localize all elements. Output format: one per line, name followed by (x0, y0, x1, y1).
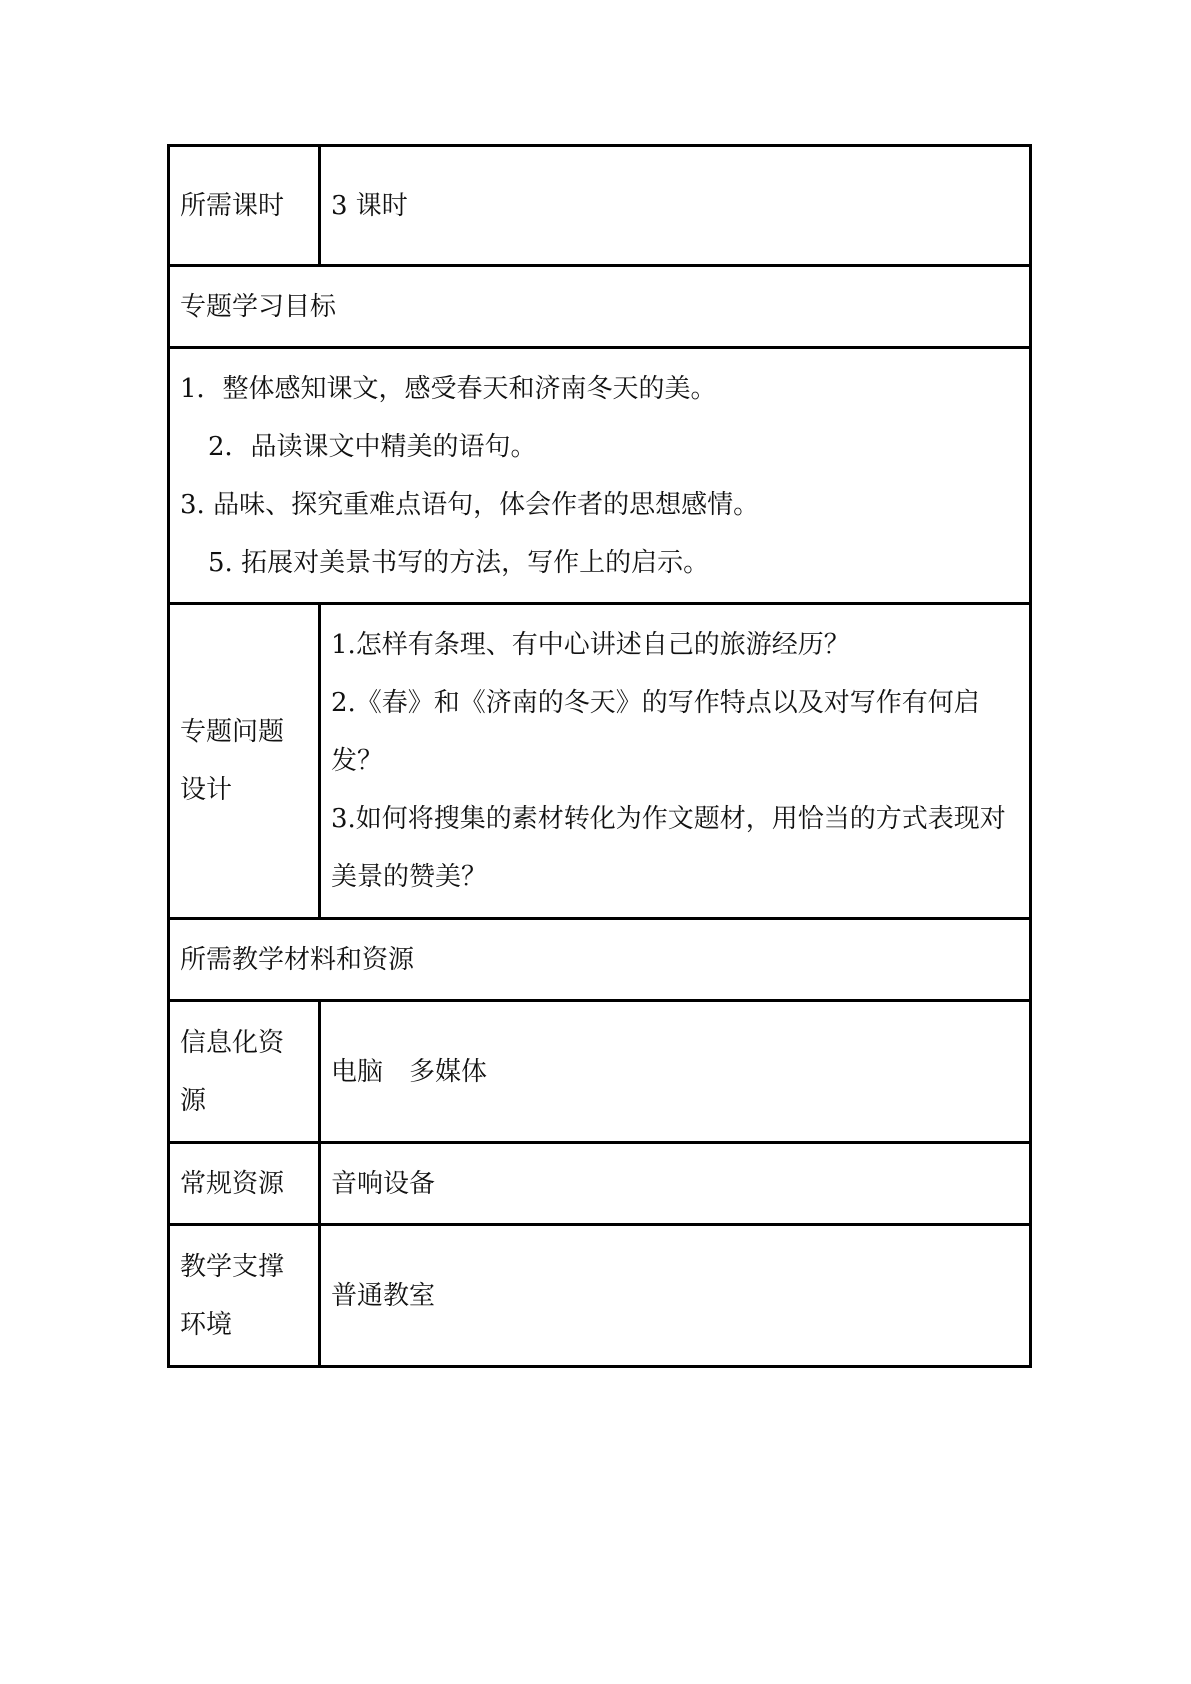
table-row (169, 1143, 1031, 1225)
it-resources-value: 电脑 多媒体 (320, 1001, 1031, 1143)
question-item: 3.如何将搜集的素材转化为作文题材，用恰当的方式表现对美景的赞美？ (331, 804, 1006, 892)
table-row (169, 1225, 1031, 1367)
lesson-plan-table (167, 144, 1032, 1368)
environment-label: 教学支撑环境 (169, 1225, 320, 1367)
objective-item: 1．整体感知课文，感受春天和济南冬天的美。 (180, 373, 717, 404)
objective-item: 2．品读课文中精美的语句。 (208, 431, 537, 462)
question-item: 2.《春》和《济南的冬天》的写作特点以及对写作有何启发？ (331, 688, 980, 776)
table-row (169, 146, 1031, 266)
table-row (169, 348, 1031, 604)
objective-item: 3. 品味、探究重难点语句，体会作者的思想感情。 (180, 489, 760, 520)
table-row (169, 266, 1031, 348)
materials-header: 所需教学材料和资源 (169, 919, 1031, 1001)
questions-label: 专题问题设计 (169, 604, 320, 919)
questions-cell (320, 604, 1031, 919)
table-row (169, 1001, 1031, 1143)
question-item: 1.怎样有条理、有中心讲述自己的旅游经历？ (331, 630, 850, 660)
objective-item: 5. 拓展对美景书写的方法，写作上的启示。 (208, 547, 710, 578)
regular-resources-label: 常规资源 (169, 1143, 320, 1225)
environment-value: 普通教室 (320, 1225, 1031, 1367)
regular-resources-value: 音响设备 (320, 1143, 1031, 1225)
hours-label: 所需课时 (169, 146, 320, 266)
it-resources-label: 信息化资源 (169, 1001, 320, 1143)
hours-value: 3 课时 (320, 146, 1031, 266)
table-row (169, 604, 1031, 919)
table-row (169, 919, 1031, 1001)
objectives-header: 专题学习目标 (169, 266, 1031, 348)
objectives-cell (169, 348, 1031, 604)
